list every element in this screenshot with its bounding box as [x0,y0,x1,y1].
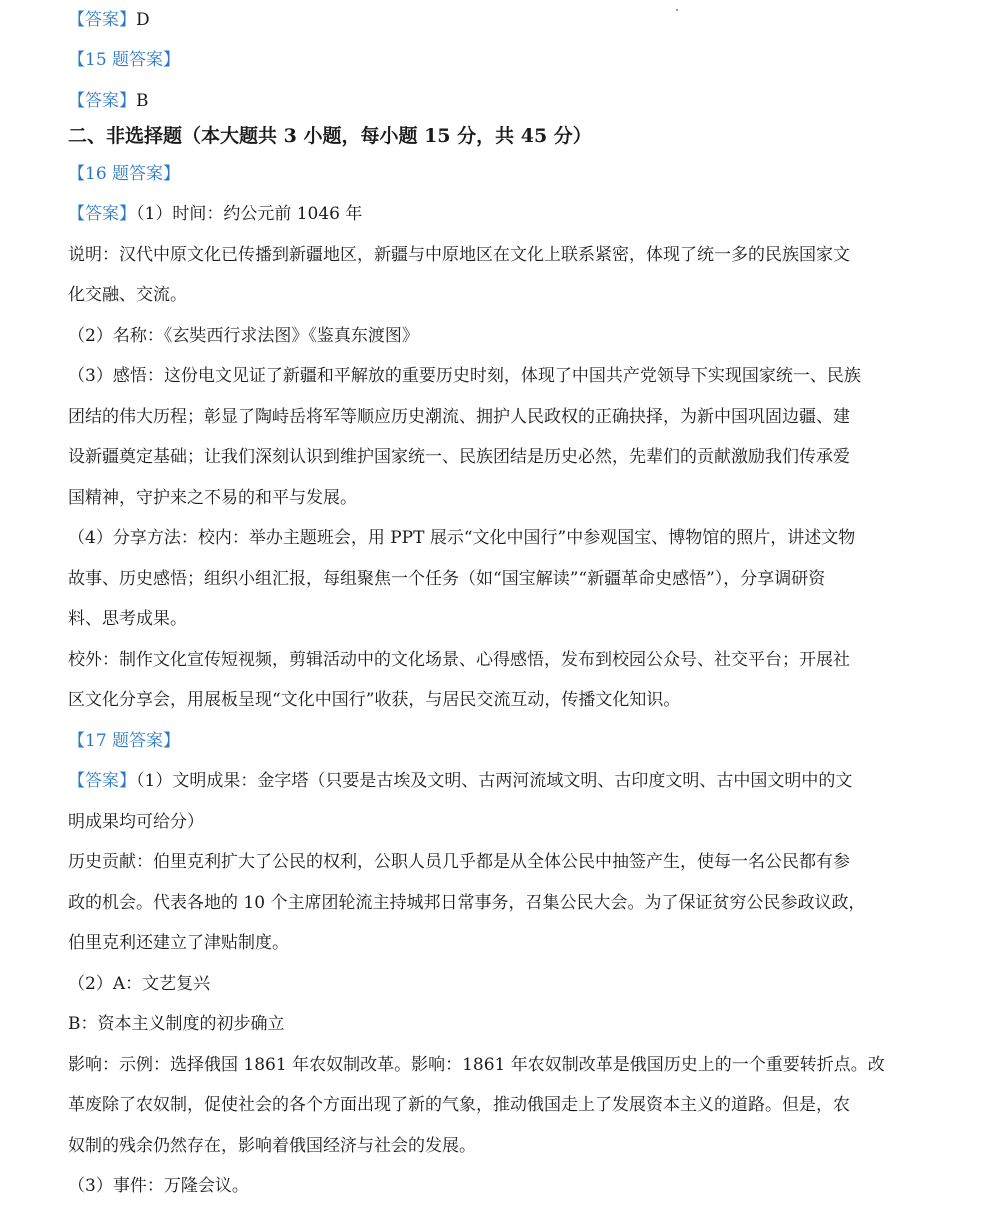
answer-tag: 【答案】 [68,10,136,30]
question-15-header: 【15 题答案】 [68,50,181,70]
paragraph-line: 化交融、交流。 [68,285,187,305]
answer-tag: 【答案】 [68,204,136,224]
paragraph-line: （2）名称：《玄奘西行求法图》《鉴真东渡图》 [68,326,419,346]
answer-value: （1）时间：约公元前 1046 年 [136,204,363,224]
paragraph-line: 说明：汉代中原文化已传播到新疆地区，新疆与中原地区在文化上联系紧密，体现了统一多的民族国家文 [68,245,850,265]
paragraph-line: 团结的伟大历程；彰显了陶峙岳将军等顺应历史潮流、拥护人民政权的正确抉择，为新中国巩固边疆、建 [68,407,850,427]
paragraph-line: 料、思考成果。 [68,609,187,629]
question-16-header: 【16 题答案】 [68,164,181,184]
answer-value: （1）文明成果：金字塔（只要是古埃及文明、古两河流域文明、古印度文明、古中国文明中的文 [136,771,853,791]
paragraph-line: （3）感悟：这份电文见证了新疆和平解放的重要历史时刻，体现了中国共产党领导下实现国家统一、民族 [68,366,861,386]
answer-16-part1 [68,202,918,226]
paragraph-line: 故事、历史感悟；组织小组汇报，每组聚焦一个任务（如“国宝解读”“新疆革命史感悟”），分享调研资 [68,569,826,589]
question-17-header: 【17 题答案】 [68,731,181,751]
answer-17-part1 [68,769,918,793]
paragraph-line: 历史贡献：伯里克利扩大了公民的权利，公职人员几乎都是从全体公民中抽签产生，使每一名公民都有参 [68,852,850,872]
answer-tag: 【答案】 [68,771,136,791]
paragraph-line: 伯里克利还建立了津贴制度。 [68,933,289,953]
paragraph-line: 校外：制作文化宣传短视频，剪辑活动中的文化场景、心得感悟，发布到校园公众号、社交平台；开展社 [68,650,850,670]
paragraph-line: 设新疆奠定基础；让我们深刻认识到维护国家统一、民族团结是历史必然，先辈们的贡献激励我们传承爱 [68,447,850,467]
answer-tag: 【答案】 [68,91,136,111]
answer-line-14 [68,8,918,32]
paragraph-line: （2）A：文艺复兴 [68,974,211,994]
answer-line-15 [68,89,918,113]
paragraph-line: （3）事件：万隆会议。 [68,1176,249,1196]
paragraph-line: B：资本主义制度的初步确立 [68,1014,285,1034]
paragraph-line: （4）分享方法：校内：举办主题班会，用 PPT 展示“文化中国行”中参观国宝、博物馆的照片，讲述文物 [68,528,856,548]
paragraph-line: 国精神，守护来之不易的和平与发展。 [68,488,357,508]
paragraph-line: 明成果均可给分） [68,812,204,832]
answer-value: B [136,91,149,111]
answer-value: D [136,10,150,30]
paragraph-line: 革废除了农奴制，促使社会的各个方面出现了新的气象，推动俄国走上了发展资本主义的道路。但是，农 [68,1095,850,1115]
paragraph-line: 奴制的残余仍然存在，影响着俄国经济与社会的发展。 [68,1136,476,1156]
paragraph-line: 影响：示例：选择俄国 1861 年农奴制改革。影响：1861 年农奴制改革是俄国历史上的一个重要转折点。改 [68,1055,885,1075]
paragraph-line: 区文化分享会，用展板呈现“文化中国行”收获，与居民交流互动，传播文化知识。 [68,690,681,710]
section-heading: 二、非选择题（本大题共 3 小题，每小题 15 分，共 45 分） [68,125,592,147]
paragraph-line: 政的机会。代表各地的 10 个主席团轮流主持城邦日常事务，召集公民大会。为了保证贫穷公民参政议政， [68,893,866,913]
